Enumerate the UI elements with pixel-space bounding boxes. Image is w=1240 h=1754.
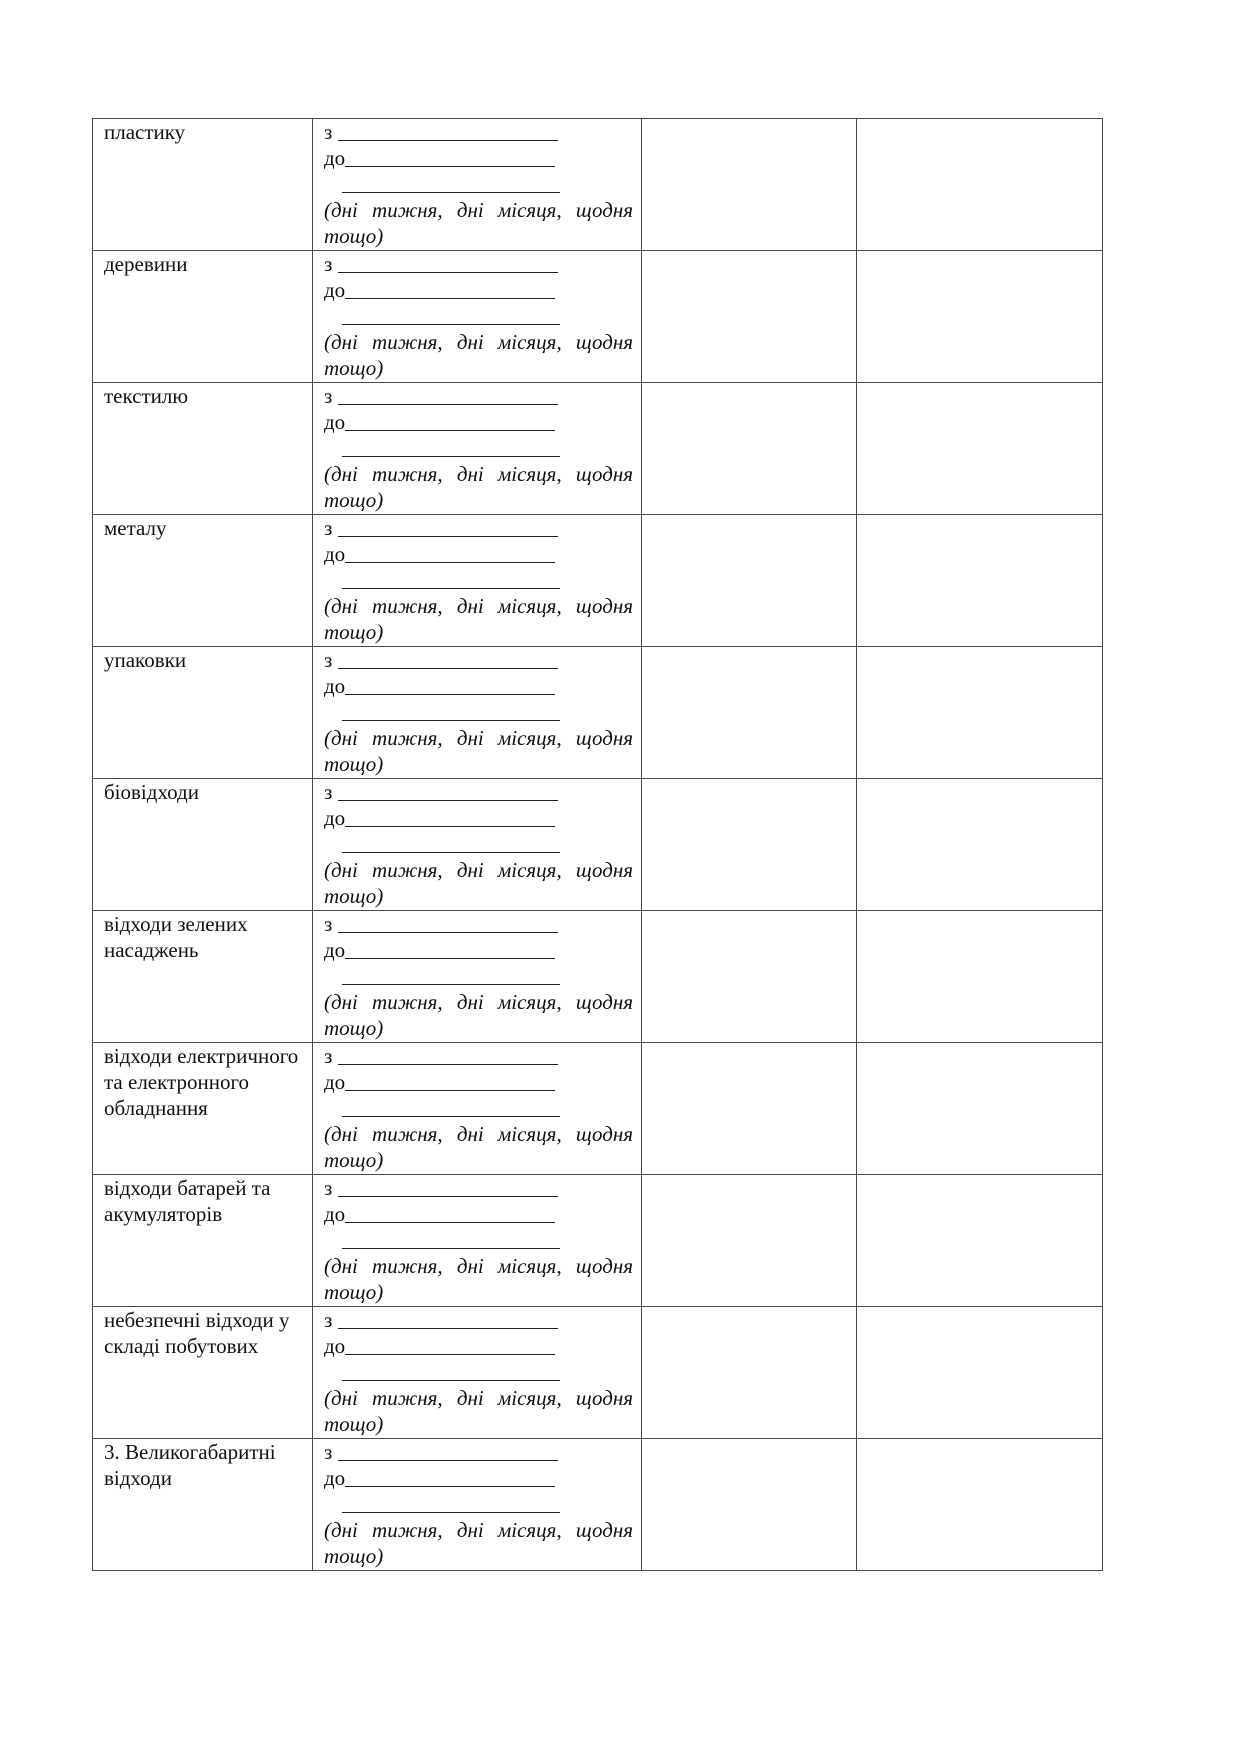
extra-blank-field[interactable] xyxy=(342,174,560,193)
to-blank-field[interactable] xyxy=(345,940,555,959)
schedule-note-line-2: тощо) xyxy=(324,620,384,644)
empty-cell-4[interactable] xyxy=(857,515,1103,647)
waste-type-cell xyxy=(93,383,313,515)
empty-cell-4[interactable] xyxy=(857,1439,1103,1571)
waste-type-cell xyxy=(93,647,313,779)
schedule-note xyxy=(324,857,633,909)
waste-type-cell xyxy=(93,779,313,911)
to-blank-field[interactable] xyxy=(345,1468,555,1487)
table-row xyxy=(93,1307,1103,1439)
schedule-note xyxy=(324,1517,633,1569)
from-label: з xyxy=(324,1440,333,1464)
empty-cell-3[interactable] xyxy=(642,251,857,383)
table-row xyxy=(93,647,1103,779)
from-label: з xyxy=(324,252,333,276)
from-blank-field[interactable] xyxy=(338,386,558,405)
waste-type-cell xyxy=(93,515,313,647)
waste-type-label: металу xyxy=(104,516,167,540)
table-body xyxy=(93,119,1103,1571)
schedule-cell xyxy=(313,911,642,1043)
waste-type-label: небезпечні відходи у складі побутових xyxy=(104,1308,290,1358)
from-label: з xyxy=(324,1308,333,1332)
table-row xyxy=(93,383,1103,515)
waste-type-cell xyxy=(93,1439,313,1571)
schedule-note xyxy=(324,197,633,249)
to-blank-field[interactable] xyxy=(345,1204,555,1223)
table-row xyxy=(93,779,1103,911)
empty-cell-3[interactable] xyxy=(642,515,857,647)
empty-cell-4[interactable] xyxy=(857,383,1103,515)
to-label: до xyxy=(324,1334,346,1358)
schedule-note-line-2: тощо) xyxy=(324,1148,384,1172)
schedule-note xyxy=(324,725,633,777)
to-label: до xyxy=(324,674,346,698)
table-row xyxy=(93,119,1103,251)
to-blank-field[interactable] xyxy=(345,148,555,167)
schedule-note-line-1: (дні тижня, дні місяця, щодня xyxy=(324,726,633,750)
from-label: з xyxy=(324,912,333,936)
empty-cell-3[interactable] xyxy=(642,1043,857,1175)
waste-type-cell xyxy=(93,1043,313,1175)
from-blank-field[interactable] xyxy=(338,914,558,933)
to-blank-field[interactable] xyxy=(345,412,555,431)
from-label: з xyxy=(324,1176,333,1200)
empty-cell-3[interactable] xyxy=(642,647,857,779)
extra-blank-field[interactable] xyxy=(342,438,560,457)
empty-cell-4[interactable] xyxy=(857,119,1103,251)
empty-cell-4[interactable] xyxy=(857,911,1103,1043)
to-blank-field[interactable] xyxy=(345,544,555,563)
waste-type-label: деревини xyxy=(104,252,188,276)
schedule-cell xyxy=(313,383,642,515)
from-blank-field[interactable] xyxy=(338,1046,558,1065)
to-label: до xyxy=(324,1202,346,1226)
schedule-note-line-1: (дні тижня, дні місяця, щодня xyxy=(324,1122,633,1146)
schedule-note-line-2: тощо) xyxy=(324,1016,384,1040)
extra-blank-field[interactable] xyxy=(342,834,560,853)
to-label: до xyxy=(324,146,346,170)
schedule-note-line-1: (дні тижня, дні місяця, щодня xyxy=(324,462,633,486)
table-row xyxy=(93,515,1103,647)
from-blank-field[interactable] xyxy=(338,1442,558,1461)
schedule-note-line-1: (дні тижня, дні місяця, щодня xyxy=(324,858,633,882)
empty-cell-4[interactable] xyxy=(857,647,1103,779)
waste-type-label: упаковки xyxy=(104,648,187,672)
waste-type-label: біовідходи xyxy=(104,780,199,804)
schedule-note-line-1: (дні тижня, дні місяця, щодня xyxy=(324,1254,633,1278)
empty-cell-3[interactable] xyxy=(642,1307,857,1439)
table-row xyxy=(93,1439,1103,1571)
empty-cell-4[interactable] xyxy=(857,1175,1103,1307)
schedule-note-line-1: (дні тижня, дні місяця, щодня xyxy=(324,990,633,1014)
schedule-note xyxy=(324,1253,633,1305)
to-label: до xyxy=(324,410,346,434)
to-blank-field[interactable] xyxy=(345,676,555,695)
schedule-note-line-1: (дні тижня, дні місяця, щодня xyxy=(324,594,633,618)
schedule-note-line-2: тощо) xyxy=(324,1412,384,1436)
empty-cell-3[interactable] xyxy=(642,119,857,251)
schedule-cell xyxy=(313,647,642,779)
waste-type-label: відходи батарей та акумуляторів xyxy=(104,1176,271,1226)
schedule-note xyxy=(324,461,633,513)
from-blank-field[interactable] xyxy=(338,782,558,801)
from-blank-field[interactable] xyxy=(338,650,558,669)
waste-type-cell xyxy=(93,119,313,251)
to-blank-field[interactable] xyxy=(345,1336,555,1355)
table-row xyxy=(93,1175,1103,1307)
schedule-note xyxy=(324,329,633,381)
to-label: до xyxy=(324,1466,346,1490)
schedule-note xyxy=(324,989,633,1041)
schedule-note xyxy=(324,1121,633,1173)
empty-cell-3[interactable] xyxy=(642,779,857,911)
from-label: з xyxy=(324,120,333,144)
waste-type-label: 3. Великогабаритні відходи xyxy=(104,1440,276,1490)
empty-cell-3[interactable] xyxy=(642,383,857,515)
from-blank-field[interactable] xyxy=(338,122,558,141)
empty-cell-4[interactable] xyxy=(857,1307,1103,1439)
empty-cell-3[interactable] xyxy=(642,1439,857,1571)
from-label: з xyxy=(324,516,333,540)
to-blank-field[interactable] xyxy=(345,808,555,827)
schedule-cell xyxy=(313,1307,642,1439)
schedule-note-line-1: (дні тижня, дні місяця, щодня xyxy=(324,330,633,354)
schedule-cell xyxy=(313,251,642,383)
schedule-note-line-1: (дні тижня, дні місяця, щодня xyxy=(324,198,633,222)
from-label: з xyxy=(324,384,333,408)
extra-blank-field[interactable] xyxy=(342,306,560,325)
extra-blank-field[interactable] xyxy=(342,1230,560,1249)
schedule-cell xyxy=(313,1043,642,1175)
schedule-table xyxy=(92,118,1103,1571)
schedule-note-line-1: (дні тижня, дні місяця, щодня xyxy=(324,1518,633,1542)
schedule-cell xyxy=(313,779,642,911)
waste-type-cell xyxy=(93,1175,313,1307)
to-label: до xyxy=(324,278,346,302)
schedule-note-line-2: тощо) xyxy=(324,356,384,380)
from-blank-field[interactable] xyxy=(338,1310,558,1329)
empty-cell-4[interactable] xyxy=(857,1043,1103,1175)
from-label: з xyxy=(324,1044,333,1068)
table-row xyxy=(93,251,1103,383)
schedule-cell xyxy=(313,1175,642,1307)
schedule-cell xyxy=(313,119,642,251)
from-label: з xyxy=(324,780,333,804)
table-row xyxy=(93,1043,1103,1175)
to-label: до xyxy=(324,806,346,830)
extra-blank-field[interactable] xyxy=(342,702,560,721)
from-blank-field[interactable] xyxy=(338,518,558,537)
to-label: до xyxy=(324,1070,346,1094)
empty-cell-3[interactable] xyxy=(642,1175,857,1307)
schedule-note xyxy=(324,593,633,645)
extra-blank-field[interactable] xyxy=(342,1494,560,1513)
schedule-cell xyxy=(313,515,642,647)
waste-type-cell xyxy=(93,251,313,383)
to-blank-field[interactable] xyxy=(345,280,555,299)
waste-type-label: відходи зелених насаджень xyxy=(104,912,248,962)
extra-blank-field[interactable] xyxy=(342,1098,560,1117)
waste-type-cell xyxy=(93,1307,313,1439)
extra-blank-field[interactable] xyxy=(342,1362,560,1381)
schedule-note-line-2: тощо) xyxy=(324,488,384,512)
schedule-note-line-2: тощо) xyxy=(324,884,384,908)
to-label: до xyxy=(324,938,346,962)
waste-type-label: текстилю xyxy=(104,384,189,408)
empty-cell-4[interactable] xyxy=(857,251,1103,383)
schedule-note-line-2: тощо) xyxy=(324,224,384,248)
waste-type-label: пластику xyxy=(104,120,186,144)
extra-blank-field[interactable] xyxy=(342,966,560,985)
empty-cell-3[interactable] xyxy=(642,911,857,1043)
schedule-note-line-2: тощо) xyxy=(324,1544,384,1568)
schedule-note-line-2: тощо) xyxy=(324,1280,384,1304)
to-blank-field[interactable] xyxy=(345,1072,555,1091)
empty-cell-4[interactable] xyxy=(857,779,1103,911)
schedule-cell xyxy=(313,1439,642,1571)
from-blank-field[interactable] xyxy=(338,1178,558,1197)
extra-blank-field[interactable] xyxy=(342,570,560,589)
waste-type-cell xyxy=(93,911,313,1043)
from-label: з xyxy=(324,648,333,672)
to-label: до xyxy=(324,542,346,566)
waste-type-label: відходи електричного та електронного обладнання xyxy=(104,1044,299,1120)
schedule-note-line-2: тощо) xyxy=(324,752,384,776)
from-blank-field[interactable] xyxy=(338,254,558,273)
table-row xyxy=(93,911,1103,1043)
schedule-note-line-1: (дні тижня, дні місяця, щодня xyxy=(324,1386,633,1410)
schedule-note xyxy=(324,1385,633,1437)
